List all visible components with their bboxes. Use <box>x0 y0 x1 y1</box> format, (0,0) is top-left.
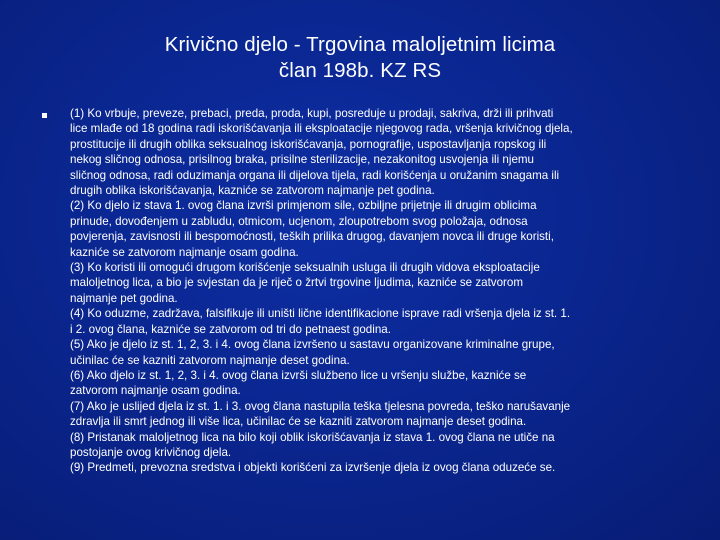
paragraph-line: (5) Ako je djelo iz st. 1, 2, 3. i 4. ovog člana izvršeno u sastavu organizovane kriminalne grupe, <box>70 338 555 352</box>
paragraph-line: prinude, dovođenjem u zabludu, otmicom, ucjenom, zloupotrebom svog položaja, odnosa <box>70 214 528 228</box>
paragraph-line: lice mlađe od 18 godina radi iskorišćavanja ili eksploatacije njegovog rada, vršenja krivičnog djela, <box>70 122 573 136</box>
slide-title <box>0 32 720 84</box>
paragraph-line: nekog sličnog odnosa, prisilnog braka, prisilne sterilizacije, nezakonitog usvojenja ili njemu <box>70 153 535 167</box>
paragraph-line: (6) Ako djelo iz st. 1, 2, 3. i 4. ovog člana izvrši službeno lice u vršenju službe, kazniće se <box>70 368 527 382</box>
paragraph-line: postojanje ovog krivičnog djela. <box>70 445 232 459</box>
paragraph-line: najmanje pet godina. <box>70 291 178 305</box>
bullet-paragraph <box>70 106 682 476</box>
paragraph-line: zdravlja ili smrt jednog ili više lica, učinilac će se kazniti zatvorom najmanje deset godina. <box>70 415 527 429</box>
paragraph-line: (9) Predmeti, prevozna sredstva i objekti korišćeni za izvršenje djela iz ovog člana oduzeće se. <box>70 461 556 475</box>
paragraph-line: (1) Ko vrbuje, preveze, prebaci, preda, proda, kupi, posreduje u prodaji, sakriva, drži ili prihvati <box>70 107 554 120</box>
square-bullet-icon <box>42 113 47 118</box>
paragraph-line: maloljetnog lica, a bio je svjestan da je riječ o žrtvi trgovine ljudima, kazniće se zatvorom <box>70 276 524 290</box>
paragraph-line: prostitucije ili drugih oblika seksualnog iskorišćavanja, pornografije, uspostavljanja ropskog ili <box>70 137 547 151</box>
paragraph-line: (2) Ko djelo iz stava 1. ovog člana izvrši primjenom sile, ozbiljne prijetnje ili drugim oblicima <box>70 199 537 213</box>
slide-title-line-2: član 198b. KZ RS <box>278 59 442 82</box>
paragraph-line: zatvorom najmanje osam godina. <box>70 384 241 398</box>
slide-title-line-1: Krivično djelo - Trgovina maloljetnim licima <box>164 33 556 56</box>
paragraph-line: povjerenja, zavisnosti ili bespomoćnosti, teških prilika drugog, davanjem novca ili druge koristi, <box>70 230 554 244</box>
paragraph-line: (4) Ko oduzme, zadržava, falsifikuje ili uništi lične identifikacione isprave radi vršenja djela iz st. 1. <box>70 307 571 321</box>
paragraph-line: (8) Pristanak maloljetnog lica na bilo koji oblik iskorišćavanja iz stava 1. ovog člana ne utiče na <box>70 430 555 444</box>
paragraph-line: i 2. ovog člana, kazniće se zatvorom od tri do petnaest godina. <box>70 322 391 336</box>
paragraph-line: kazniće se zatvorom najmanje osam godina. <box>70 245 299 259</box>
paragraph-line: (3) Ko koristi ili omogući drugom korišćenje seksualnih usluga ili drugih vidova eksploatacije <box>70 261 540 275</box>
paragraph-line: drugih oblika iskorišćavanja, kazniće se zatvorom najmanje pet godina. <box>70 184 435 198</box>
paragraph-line: učinilac će se kazniti zatvorom najmanje deset godina. <box>70 353 350 367</box>
paragraph-line: (7) Ako je uslijed djela iz st. 1. i 3. ovog člana nastupila teška tjelesna povreda, teško narušavanje <box>70 399 571 413</box>
paragraph-line: sličnog odnosa, radi oduzimanja organa ili dijelova tijela, radi korišćenja u oružanim snagama ili <box>70 168 560 182</box>
